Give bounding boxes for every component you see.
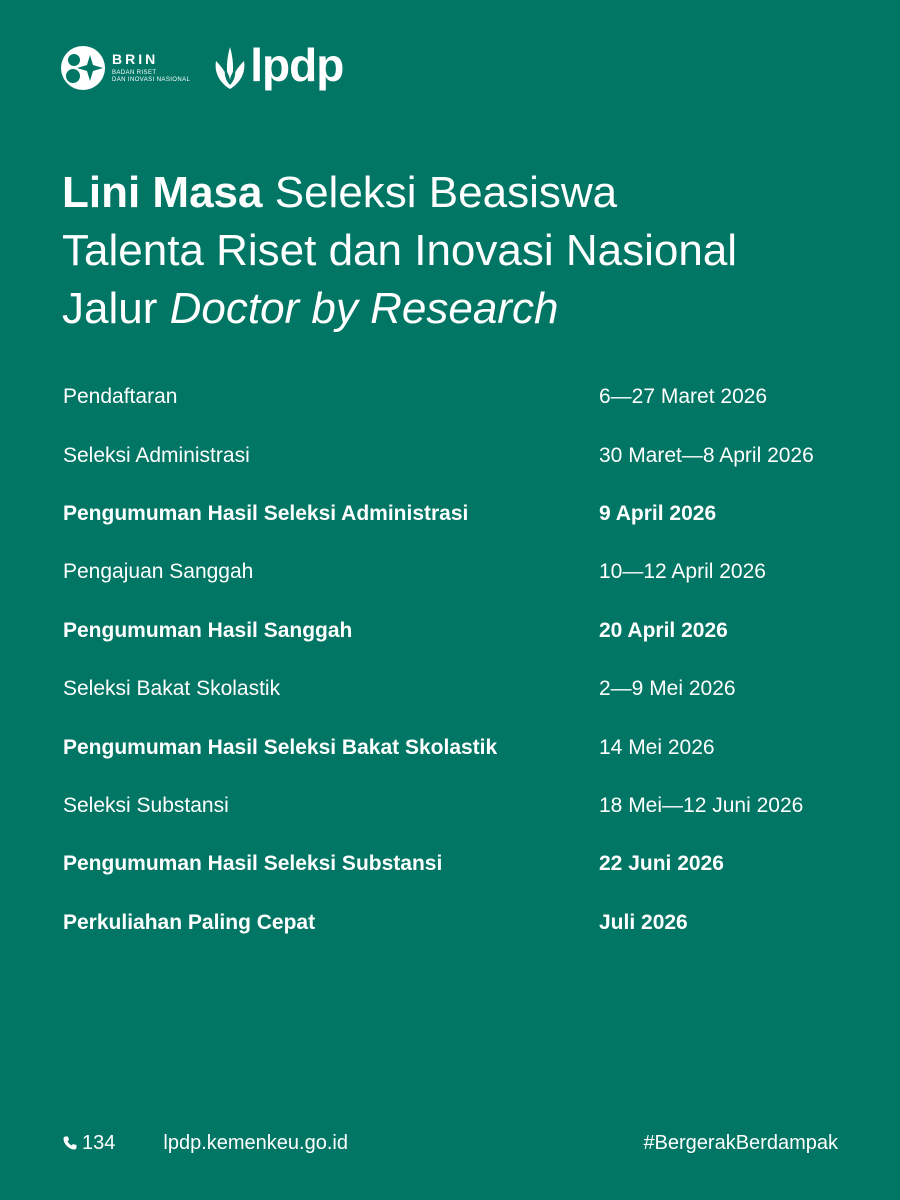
timeline-list [63, 368, 863, 952]
timeline-row [63, 835, 863, 893]
timeline-date: 9 April 2026 [599, 501, 717, 525]
timeline-row [63, 777, 863, 835]
title-line3-prefix: Jalur [62, 284, 170, 333]
timeline-date: Juli 2026 [599, 910, 688, 934]
timeline-date: 6—27 Maret 2026 [599, 385, 768, 409]
lpdp-name: lpdp [250, 39, 344, 91]
timeline-label: Pendaftaran [63, 385, 178, 409]
timeline-row [63, 602, 863, 660]
timeline-row [63, 718, 863, 776]
timeline-label: Pengumuman Hasil Seleksi Administrasi [63, 501, 469, 525]
timeline-row [63, 543, 863, 601]
title-line-3 [62, 280, 862, 338]
title-line3-italic: Doctor by Research [169, 284, 559, 333]
timeline-label: Perkuliahan Paling Cepat [63, 910, 316, 934]
timeline-date: 20 April 2026 [599, 618, 728, 642]
timeline-label: Seleksi Administrasi [63, 443, 250, 467]
logo-bar [60, 40, 343, 96]
brin-subtitle-line1: BADAN RISET [112, 69, 157, 76]
title-bold: Lini Masa [62, 168, 263, 217]
timeline-label: Pengumuman Hasil Seleksi Bakat Skolastik [63, 735, 498, 759]
timeline-label: Pengumuman Hasil Sanggah [63, 618, 353, 642]
timeline-date: 18 Mei—12 Juni 2026 [599, 793, 804, 817]
timeline-label: Seleksi Bakat Skolastik [63, 677, 281, 701]
phone-number: 134 [82, 1131, 116, 1154]
lpdp-flame-icon [212, 45, 248, 91]
timeline-row [63, 368, 863, 426]
lpdp-logo [212, 39, 344, 92]
phone-icon [62, 1135, 78, 1151]
brin-subtitle-line2: DAN INOVASI NASIONAL [112, 77, 191, 83]
page-title [62, 164, 862, 338]
hashtag: #BergerakBerdampak [643, 1131, 838, 1154]
timeline-label: Pengajuan Sanggah [63, 560, 254, 584]
timeline-date: 2—9 Mei 2026 [599, 677, 736, 701]
timeline-label: Pengumuman Hasil Seleksi Substansi [63, 852, 443, 876]
brin-subtitle [112, 70, 190, 85]
timeline-row [63, 894, 863, 952]
timeline-row [63, 426, 863, 484]
timeline-row [63, 660, 863, 718]
phone-contact[interactable] [62, 1132, 115, 1155]
timeline-row [63, 485, 863, 543]
footer [62, 1128, 838, 1158]
title-line-1 [62, 164, 862, 222]
timeline-date: 30 Maret—8 April 2026 [599, 443, 814, 467]
website-link[interactable]: lpdp.kemenkeu.go.id [163, 1131, 348, 1154]
title-line1-rest: Seleksi Beasiswa [262, 168, 618, 217]
timeline-label: Seleksi Substansi [63, 793, 229, 817]
brin-logo-icon [60, 45, 106, 91]
brin-name: BRIN [112, 50, 159, 67]
timeline-date: 22 Juni 2026 [599, 852, 724, 876]
title-line-2: Talenta Riset dan Inovasi Nasional [62, 226, 738, 275]
brin-logo [60, 45, 190, 91]
timeline-date: 14 Mei 2026 [599, 735, 715, 759]
timeline-date: 10—12 April 2026 [599, 560, 766, 584]
